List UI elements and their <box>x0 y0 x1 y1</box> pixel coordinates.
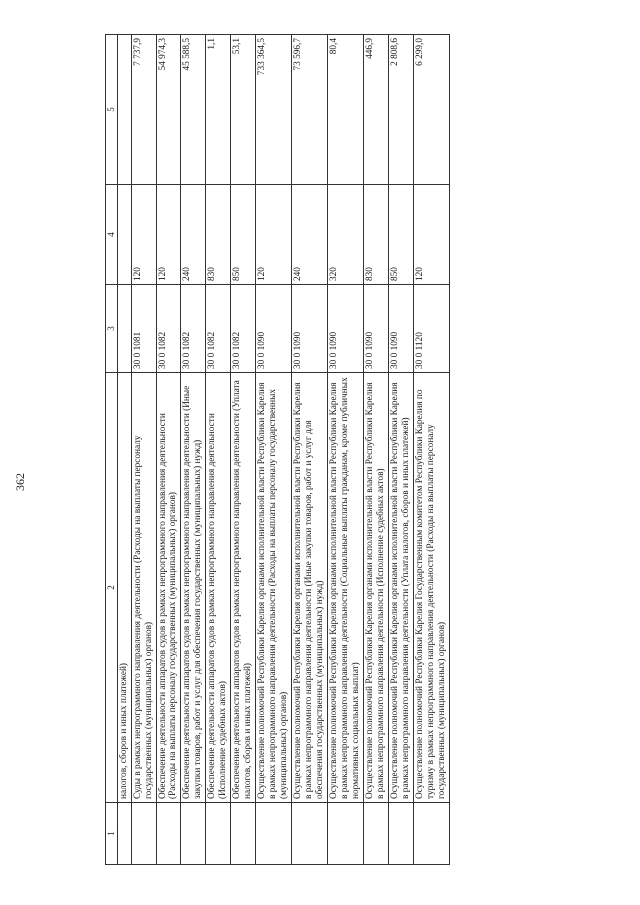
column-header: 4 <box>106 185 118 285</box>
target-article-cell: 30 0 1082 <box>231 285 256 373</box>
amount-cell: 80,4 <box>328 35 364 185</box>
target-article-cell: 30 0 1090 <box>363 285 388 373</box>
amount-cell: 45 588,5 <box>181 35 206 185</box>
description-cell: Осуществление полномочий Республики Карелия органами исполнительной власти Республики Карелия в рамках непрограммного направления деятельности (Исполнение судебных актов) <box>363 373 388 803</box>
amount-cell: 73 596,7 <box>292 35 328 185</box>
description-cell: Осуществление полномочий Республики Карелия органами исполнительной власти Республики Карелия в рамках непрограммного направления деятельности (Уплата налогов, сборов и иных платежей) <box>388 373 413 803</box>
row-number-cell <box>413 803 449 865</box>
column-header: 5 <box>106 35 118 185</box>
expense-type-cell: 240 <box>181 185 206 285</box>
target-article-cell: 30 0 1090 <box>328 285 364 373</box>
expense-type-cell: 850 <box>388 185 413 285</box>
row-number-cell <box>363 803 388 865</box>
target-article-cell: 30 0 1120 <box>413 285 449 373</box>
target-article-cell: 30 0 1082 <box>206 285 231 373</box>
target-article-cell <box>117 285 131 373</box>
description-cell: Обеспечение деятельности аппаратов судов в рамках непрограммного направления деятельности (Исполнение судебных актов) <box>206 373 231 803</box>
description-cell: Осуществление полномочий Республики Карелия органами исполнительной власти Республики Карелия в рамках непрограммного направления деятельности (Социальные выплаты гражданам, кроме публичных нормативных социальных выплат) <box>328 373 364 803</box>
amount-cell: 7 737,9 <box>131 35 156 185</box>
description-cell: Суды в рамках непрограммного направления деятельности (Расходы на выплаты персоналу государственных (муниципальных) органов) <box>131 373 156 803</box>
expense-type-cell <box>117 185 131 285</box>
table-row <box>117 35 131 865</box>
amount-cell: 53,1 <box>231 35 256 185</box>
budget-table <box>105 34 450 865</box>
row-number-cell <box>181 803 206 865</box>
rotated-table-container <box>105 35 535 865</box>
table-row <box>388 35 413 865</box>
description-cell: Обеспечение деятельности аппаратов судов в рамках непрограммного направления деятельности (Иные закупки товаров, работ и услуг для обеспечения государственных (муниципальных) нужд) <box>181 373 206 803</box>
row-number-cell <box>156 803 181 865</box>
table-row <box>206 35 231 865</box>
amount-cell <box>117 35 131 185</box>
amount-cell: 446,9 <box>363 35 388 185</box>
expense-type-cell: 120 <box>156 185 181 285</box>
table-row <box>156 35 181 865</box>
table-row <box>413 35 449 865</box>
table-row <box>181 35 206 865</box>
table-row <box>363 35 388 865</box>
table-row <box>131 35 156 865</box>
expense-type-cell: 240 <box>292 185 328 285</box>
column-header: 3 <box>106 285 118 373</box>
table-row <box>256 35 292 865</box>
target-article-cell: 30 0 1082 <box>181 285 206 373</box>
expense-type-cell: 320 <box>328 185 364 285</box>
expense-type-cell: 120 <box>256 185 292 285</box>
amount-cell: 54 974,3 <box>156 35 181 185</box>
description-cell: Осуществление полномочий Республики Карелия органами исполнительной власти Республики Карелия в рамках непрограммного направления деятельности (Иные закупки товаров, работ и услуг для обеспечения государственных (муниципальных) нужд) <box>292 373 328 803</box>
row-number-cell <box>292 803 328 865</box>
table-row <box>292 35 328 865</box>
target-article-cell: 30 0 1082 <box>156 285 181 373</box>
target-article-cell: 30 0 1081 <box>131 285 156 373</box>
description-cell: Осуществление полномочий Республики Карелия Государственным комитетом Республики Карелия по туризму в рамках непрограммного направления деятельности (Расходы на выплаты персоналу государственных (муниципальных) органов) <box>413 373 449 803</box>
target-article-cell: 30 0 1090 <box>292 285 328 373</box>
amount-cell: 733 364,5 <box>256 35 292 185</box>
expense-type-cell: 830 <box>363 185 388 285</box>
row-number-cell <box>206 803 231 865</box>
amount-cell: 1,1 <box>206 35 231 185</box>
table-body <box>117 35 449 865</box>
description-cell: налогов, сборов и иных платежей) <box>117 373 131 803</box>
target-article-cell: 30 0 1090 <box>388 285 413 373</box>
row-number-cell <box>388 803 413 865</box>
row-number-cell <box>256 803 292 865</box>
page-number: 362 <box>13 473 27 491</box>
description-cell: Обеспечение деятельности аппаратов судов в рамках непрограммного направления деятельности (Расходы на выплаты персоналу государственных (муниципальных) органов) <box>156 373 181 803</box>
description-cell: Осуществление полномочий Республики Карелия органами исполнительной власти Республики Карелия в рамках непрограммного направления деятельности (Расходы на выплаты персоналу государственных (муниципальных) органов) <box>256 373 292 803</box>
expense-type-cell: 120 <box>413 185 449 285</box>
target-article-cell: 30 0 1090 <box>256 285 292 373</box>
column-header: 1 <box>106 803 118 865</box>
amount-cell: 2 808,6 <box>388 35 413 185</box>
column-header: 2 <box>106 373 118 803</box>
row-number-cell <box>131 803 156 865</box>
description-cell: Обеспечение деятельности аппаратов судов в рамках непрограммного направления деятельности (Уплата налогов, сборов и иных платежей) <box>231 373 256 803</box>
row-number-cell <box>328 803 364 865</box>
row-number-cell <box>117 803 131 865</box>
row-number-cell <box>231 803 256 865</box>
table-row <box>231 35 256 865</box>
amount-cell: 6 299,0 <box>413 35 449 185</box>
table-row <box>328 35 364 865</box>
expense-type-cell: 830 <box>206 185 231 285</box>
expense-type-cell: 120 <box>131 185 156 285</box>
expense-type-cell: 850 <box>231 185 256 285</box>
table-header-row <box>106 35 118 865</box>
